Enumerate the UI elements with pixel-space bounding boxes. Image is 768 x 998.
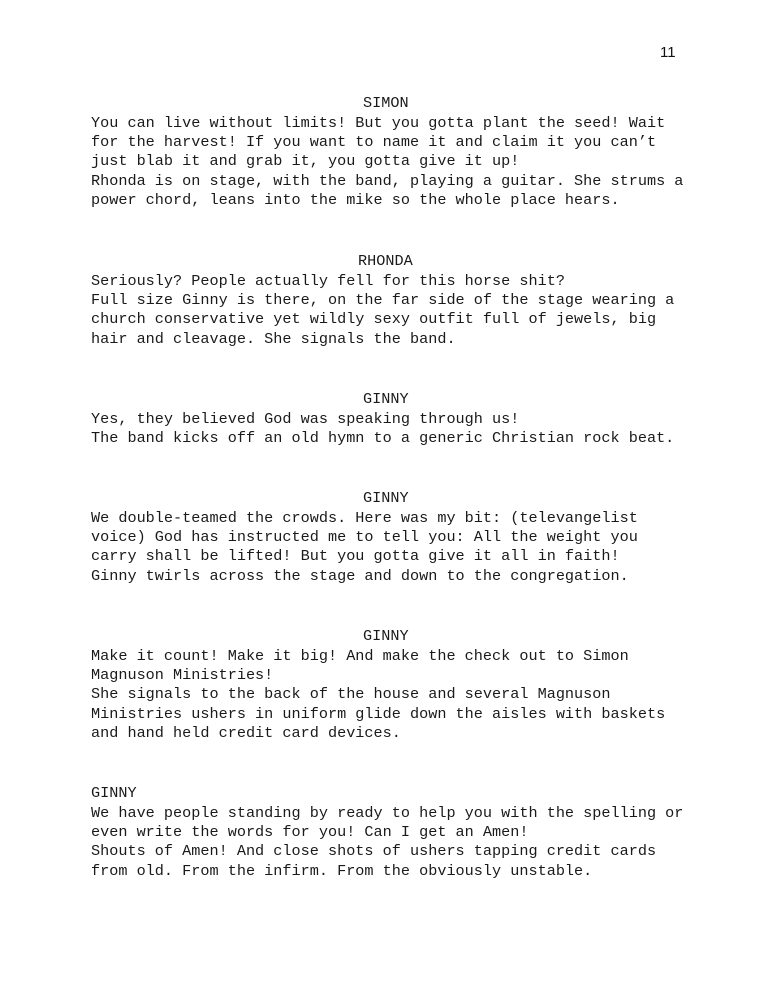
dialogue-block [91,509,711,586]
dialogue-block [91,272,711,349]
script-line: Seriously? People actually fell for this horse shit? [91,272,565,290]
script-line: even write the words for you! Can I get an Amen! [91,823,529,842]
script-line: hair and cleavage. She signals the band. [91,329,456,348]
script-line: just blab it and grab it, you gotta give it up! [91,152,520,171]
script-line: Make it count! Make it big! And make the check out to Simon [91,647,629,665]
script-line: church conservative yet wildly sexy outfit full of jewels, big [91,310,657,329]
dialogue-block [91,647,711,743]
script-line: Yes, they believed God was speaking through us! [91,410,520,428]
script-line: Full size Ginny is there, on the far side of the stage wearing a [91,291,675,310]
script-line: for the harvest! If you want to name it and claim it you can’t [91,133,657,152]
script-line: Ministries ushers in uniform glide down the aisles with baskets [91,704,666,723]
dialogue-block [91,410,711,448]
script-line: We have people standing by ready to help you with the spelling or [91,804,684,822]
page-number: 11 [660,44,676,61]
script-line: from old. From the infirm. From the obviously unstable. [91,861,593,880]
dialogue-block [91,804,711,881]
script-line: Rhonda is on stage, with the band, playing a guitar. She strums a [91,171,684,190]
script-line: Shouts of Amen! And close shots of ushers tapping credit cards [91,842,657,861]
script-line: The band kicks off an old hymn to a generic Christian rock beat. [91,429,675,448]
script-line: We double-teamed the crowds. Here was my bit: (televangelist [91,509,638,527]
character-name: GINNY [363,627,409,645]
character-name: RHONDA [358,252,413,270]
script-line: You can live without limits! But you gotta plant the seed! Wait [91,114,666,132]
character-name: GINNY [363,489,409,507]
character-name: SIMON [363,94,409,112]
script-line: She signals to the back of the house and several Magnuson [91,685,611,704]
script-line: Magnuson Ministries! [91,666,274,685]
script-line: Ginny twirls across the stage and down to the congregation. [91,566,629,585]
dialogue-block [91,114,711,210]
script-line: voice) God has instructed me to tell you: All the weight you [91,528,638,547]
character-name: GINNY [91,784,137,802]
script-line: carry shall be lifted! But you gotta give it all in faith! [91,547,620,566]
character-name: GINNY [363,390,409,408]
script-line: power chord, leans into the mike so the whole place hears. [91,190,620,209]
script-line: and hand held credit card devices. [91,723,401,742]
